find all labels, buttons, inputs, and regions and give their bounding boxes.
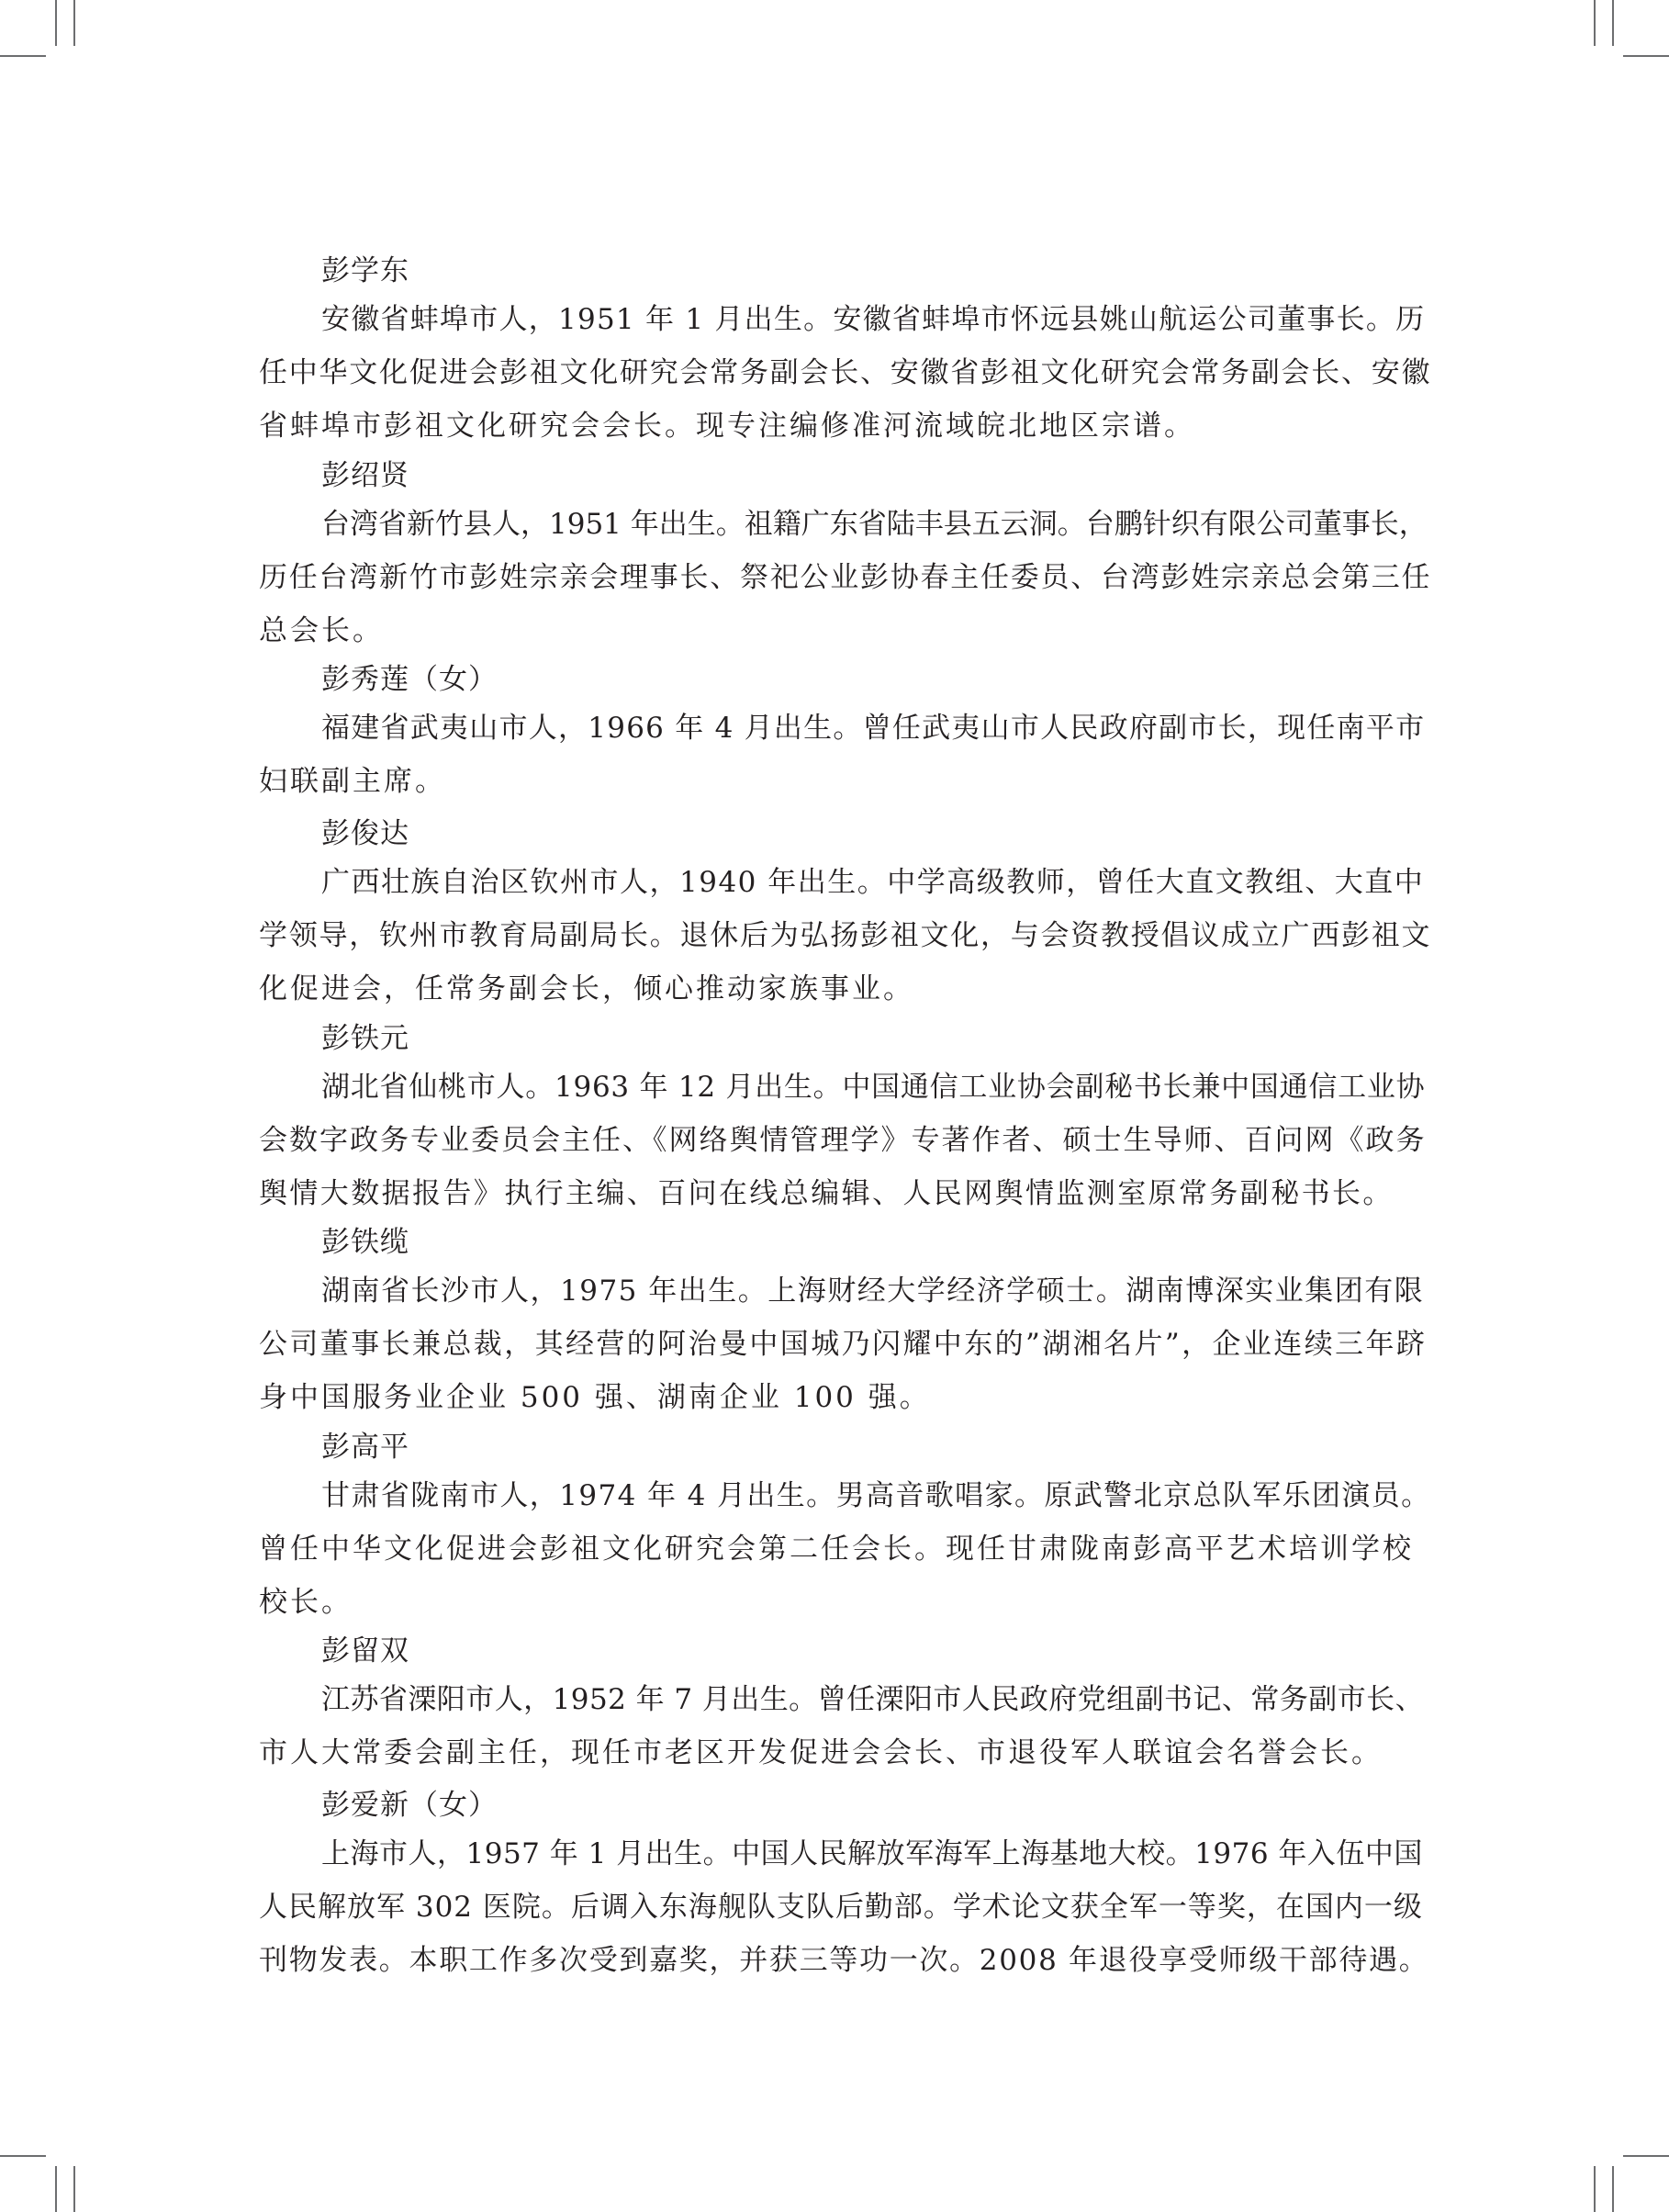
bio-line: 甘肃省陇南市人，1974 年 4 月出生。男高音歌唱家。原武警北京总队军乐团演员。 — [321, 1479, 1431, 1512]
bio-line: 校长。 — [259, 1586, 353, 1619]
person-name: 彭绍贤 — [321, 459, 409, 492]
bio-line: 广西壮族自治区钦州市人，1940 年出生。中学高级教师，曾任大直文教组、大直中 — [321, 866, 1425, 899]
bio-line: 身中国服务业企业 500 强、湖南企业 100 强。 — [259, 1381, 931, 1414]
bio-line: 总会长。 — [259, 614, 384, 647]
bio-line: 上海市人，1957 年 1 月出生。中国人民解放军海军上海基地大校。1976 年入伍中国 — [321, 1837, 1423, 1870]
person-name: 彭爱新（女） — [321, 1789, 498, 1822]
bio-line: 江苏省溧阳市人，1952 年 7 月出生。曾任溧阳市人民政府党组副书记、常务副市长、 — [321, 1683, 1425, 1716]
bio-line: 任中华文化促进会彭祖文化研究会常务副会长、安徽省彭祖文化研究会常务副会长、安徽 — [259, 356, 1432, 389]
person-name: 彭铁缆 — [321, 1226, 409, 1259]
person-name: 彭高平 — [321, 1431, 409, 1464]
bio-line: 曾任中华文化促进会彭祖文化研究会第二任会长。现任甘肃陇南彭高平艺术培训学校 — [259, 1533, 1414, 1566]
bio-line: 湖北省仙桃市人。1963 年 12 月出生。中国通信工业协会副秘书长兼中国通信工业协 — [321, 1071, 1426, 1104]
bio-line: 省蚌埠市彭祖文化研究会会长。现专注编修准河流域皖北地区宗谱。 — [259, 410, 1195, 443]
person-name: 彭铁元 — [321, 1022, 409, 1055]
bio-line: 学领导，钦州市教育局副局长。退休后为弘扬彭祖文化，与会资教授倡议成立广西彭祖文 — [259, 919, 1432, 952]
bio-line: 舆情大数据报告》执行主编、百问在线总编辑、人民网舆情监测室原常务副秘书长。 — [259, 1177, 1394, 1210]
person-name: 彭俊达 — [321, 817, 409, 850]
bio-line: 化促进会，任常务副会长，倾心推动家族事业。 — [259, 972, 914, 1005]
person-name: 彭学东 — [321, 254, 409, 287]
person-name: 彭秀莲（女） — [321, 663, 498, 696]
bio-line: 安徽省蚌埠市人，1951 年 1 月出生。安徽省蚌埠市怀远县姚山航运公司董事长。历 — [321, 303, 1426, 336]
bio-line: 刊物发表。本职工作多次受到嘉奖，并获三等功一次。2008 年退役享受师级干部待遇。 — [259, 1944, 1429, 1977]
bio-line: 会数字政务专业委员会主任、《网络舆情管理学》专著作者、硕士生导师、百问网《政务 — [259, 1124, 1427, 1157]
bio-line: 人民解放军 302 医院。后调入东海舰队支队后勤部。学术论文获全军一等奖，在国内一级 — [259, 1891, 1423, 1924]
bio-line: 福建省武夷山市人，1966 年 4 月出生。曾任武夷山市人民政府副市长，现任南平市 — [321, 712, 1426, 745]
bio-line: 市人大常委会副主任，现任市老区开发促进会会长、市退役军人联谊会名誉会长。 — [259, 1736, 1383, 1769]
bio-line: 公司董事长兼总裁，其经营的阿治曼中国城乃闪耀中东的”湖湘名片”，企业连续三年跻 — [259, 1328, 1428, 1361]
bio-line: 妇联副主席。 — [259, 765, 446, 798]
person-name: 彭留双 — [321, 1634, 409, 1667]
bio-line: 湖南省长沙市人，1975 年出生。上海财经大学经济学硕士。湖南博深实业集团有限 — [321, 1274, 1425, 1308]
bio-line: 台湾省新竹县人，1951 年出生。祖籍广东省陆丰县五云洞。台鹏针织有限公司董事长， — [321, 508, 1428, 541]
bio-line: 历任台湾新竹市彭姓宗亲会理事长、祭祀公业彭协春主任委员、台湾彭姓宗亲总会第三任 — [259, 561, 1432, 594]
